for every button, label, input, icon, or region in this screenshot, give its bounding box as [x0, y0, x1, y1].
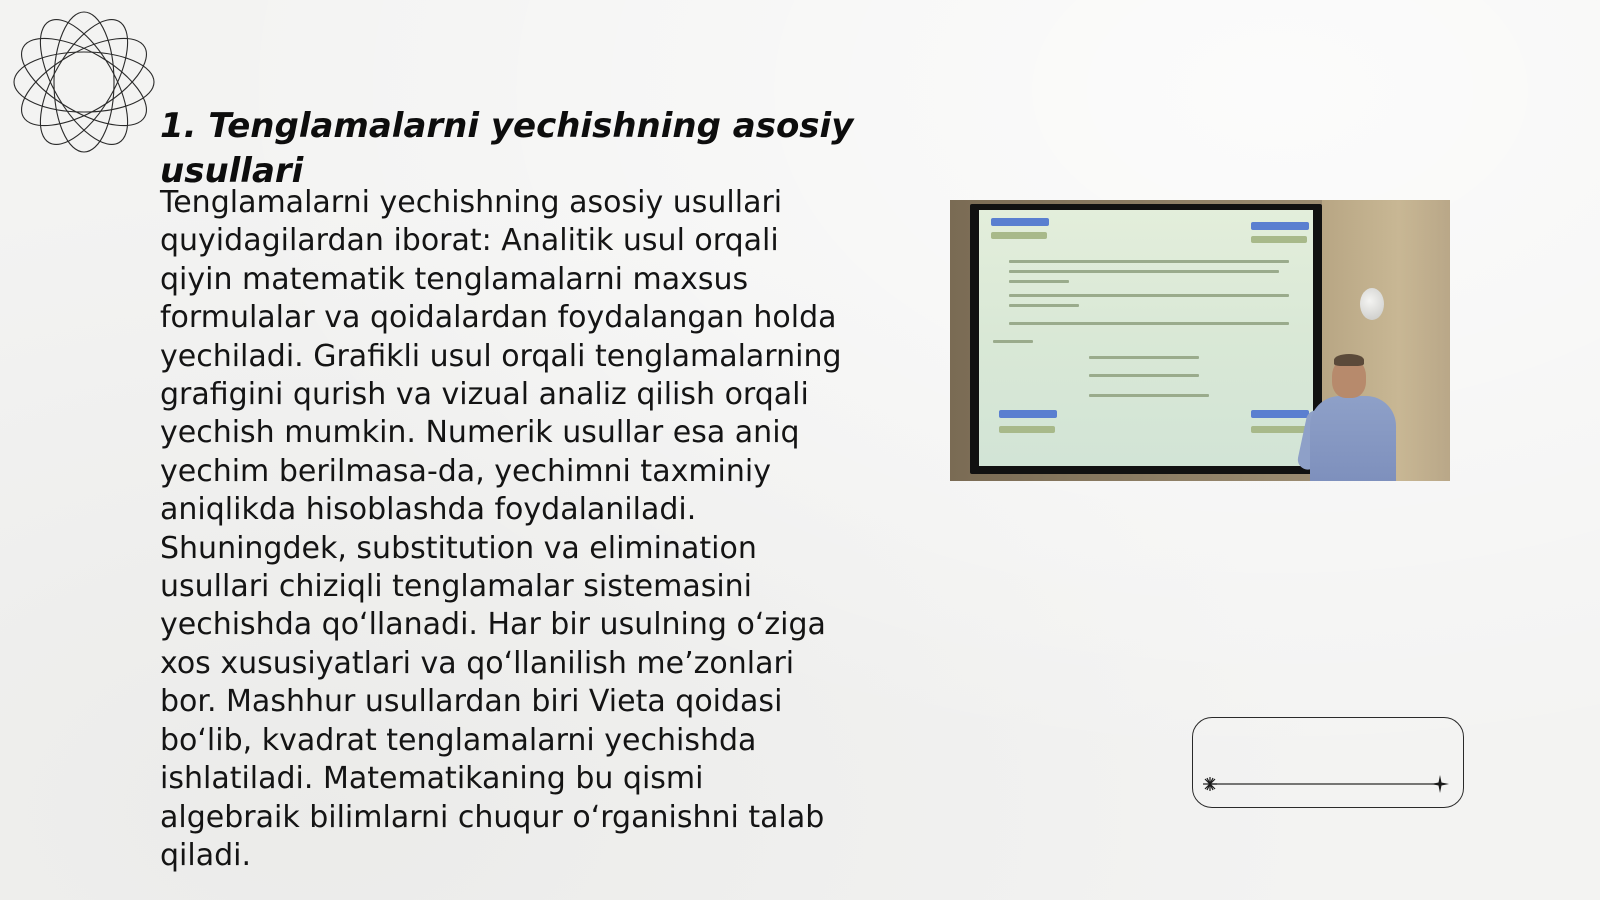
circular-line-ornament-icon	[10, 8, 158, 156]
lecture-photo	[950, 200, 1450, 481]
projection-screen	[970, 204, 1322, 474]
decorative-timeline	[1198, 775, 1452, 793]
sparkle-star-icon	[1203, 777, 1217, 791]
decorative-frame	[1192, 717, 1464, 808]
four-point-star-icon	[1431, 775, 1449, 793]
slide-body-text: Tenglamalarni yechishning asosiy usullari quyidagilardan iborat: Analitik usul orqali qiyin matematik tenglamalarni maxsus formulalar va qoidalardan foydalangan holda yechiladi. Grafikli usul orqali tenglamalarning grafigini qurish va vizual analiz qilish orqali yechish mumkin. Numerik usullar esa aniq yechim berilmasa-da, yechimni taxminiy aniqlikda hisoblashda foydalaniladi. Shuningdek, substitution va elimination usullari chiziqli tenglamalar sistemasini yechishda qo‘llanadi. Har bir usulning o‘ziga xos xususiyatlari va qo‘llanilish me’zonlari bor. Mashhur usullardan biri Vieta qoidasi bo‘lib, kvadrat tenglamalarni yechishda ishlatiladi. Matematikaning bu qismi algebraik bilimlarni chuqur o‘rganishni talab qiladi.	[160, 185, 842, 873]
slide-title: 1. Tenglamalarni yechishning asosiy usullari	[160, 106, 854, 191]
